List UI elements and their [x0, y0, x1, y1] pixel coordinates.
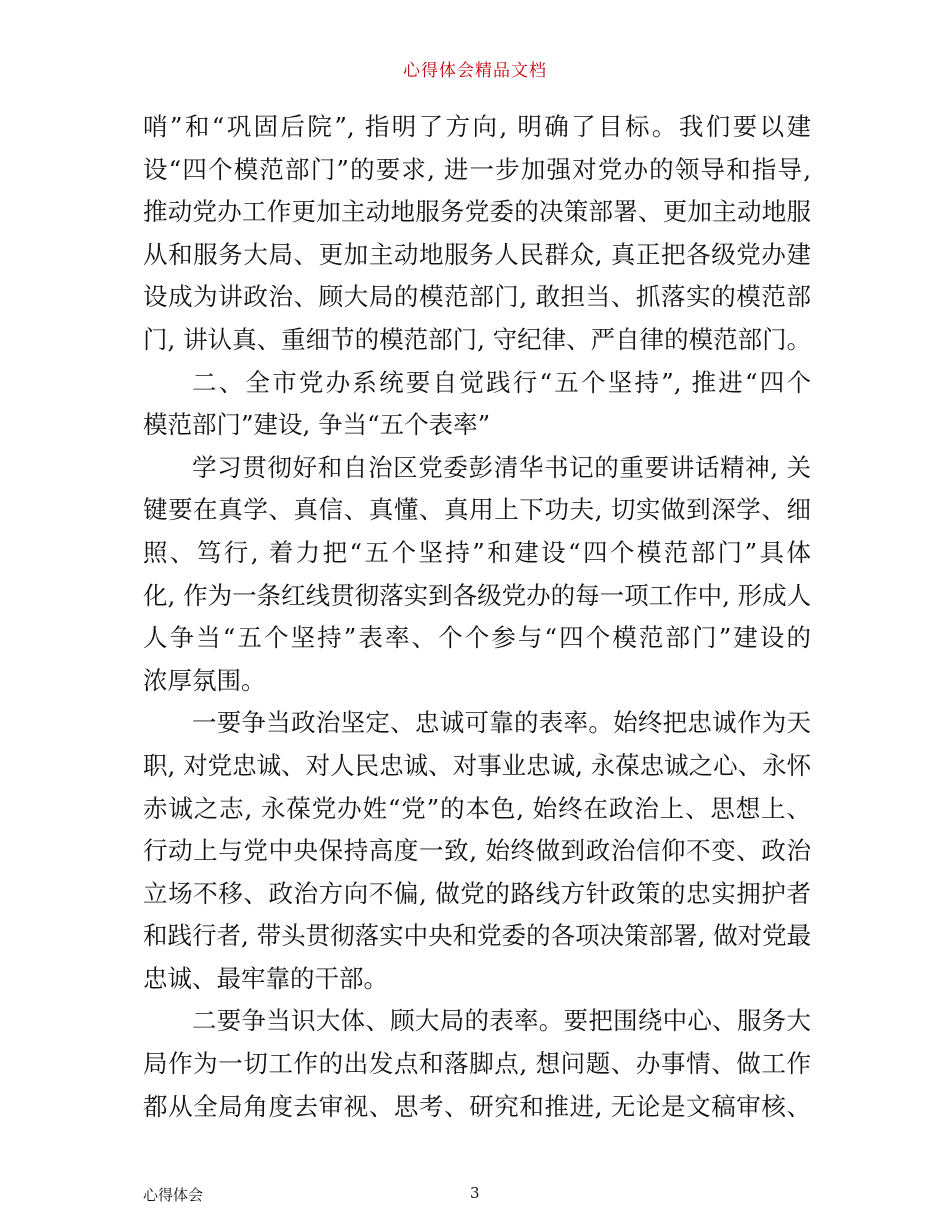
body-line: 职, 对党忠诚、对人民忠诚、对事业忠诚, 永葆忠诚之心、永怀 [143, 750, 812, 780]
page-number: 3 [470, 1184, 480, 1202]
body-line: 设“四个模范部门”的要求, 进一步加强对党办的领导和指导, [143, 154, 811, 184]
body-line: 人争当“五个坚持”表率、个个参与“四个模范部门”建设的 [143, 623, 811, 653]
body-line: 照、笃行, 着力把“五个坚持”和建设“四个模范部门”具体 [143, 537, 811, 567]
section-heading-line: 模范部门”建设, 争当“五个表率” [143, 410, 491, 440]
body-line: 行动上与党中央保持高度一致, 始终做到政治信仰不变、政治 [143, 836, 811, 866]
body-line: 设成为讲政治、顾大局的模范部门, 敢担当、抓落实的模范部 [143, 282, 811, 312]
body-line: 学习贯彻好和自治区党委彭清华书记的重要讲话精神, 关 [192, 452, 811, 482]
body-line: 推动党办工作更加主动地服务党委的决策部署、更加主动地服 [143, 197, 811, 227]
footer-label: 心得体会 [143, 1186, 204, 1204]
body-line: 键要在真学、真信、真懂、真用上下功夫, 切实做到深学、细 [143, 495, 811, 525]
document-header-title: 心得体会精品文档 [403, 61, 547, 81]
body-line: 化, 作为一条红线贯彻落实到各级党办的每一项工作中, 形成人 [143, 580, 812, 610]
body-line: 忠诚、最牢靠的干部。 [143, 963, 388, 993]
body-line: 二要争当识大体、顾大局的表率。要把围绕中心、服务大 [192, 1006, 811, 1036]
body-line: 一要争当政治坚定、忠诚可靠的表率。始终把忠诚作为天 [192, 708, 811, 738]
section-heading-line: 二、全市党办系统要自觉践行“五个坚持”, 推进“四个 [192, 367, 811, 397]
body-line: 赤诚之志, 永葆党办姓“党”的本色, 始终在政治上、思想上、 [143, 793, 811, 823]
body-line: 局作为一切工作的出发点和落脚点, 想问题、办事情、做工作 [143, 1049, 811, 1079]
document-body [143, 106, 811, 1128]
body-line: 门, 讲认真、重细节的模范部门, 守纪律、严自律的模范部门。 [143, 324, 812, 354]
body-line: 立场不移、政治方向不偏, 做党的路线方针政策的忠实拥护者 [143, 878, 811, 908]
body-line: 都从全局角度去审视、思考、研究和推进, 无论是文稿审核、 [143, 1091, 811, 1121]
body-line: 从和服务大局、更加主动地服务人民群众, 真正把各级党办建 [143, 239, 811, 269]
body-line: 哨”和“巩固后院”, 指明了方向, 明确了目标。我们要以建 [143, 112, 811, 141]
body-line: 浓厚氛围。 [143, 665, 266, 695]
body-line: 和践行者, 带头贯彻落实中央和党委的各项决策部署, 做对党最 [143, 921, 812, 951]
